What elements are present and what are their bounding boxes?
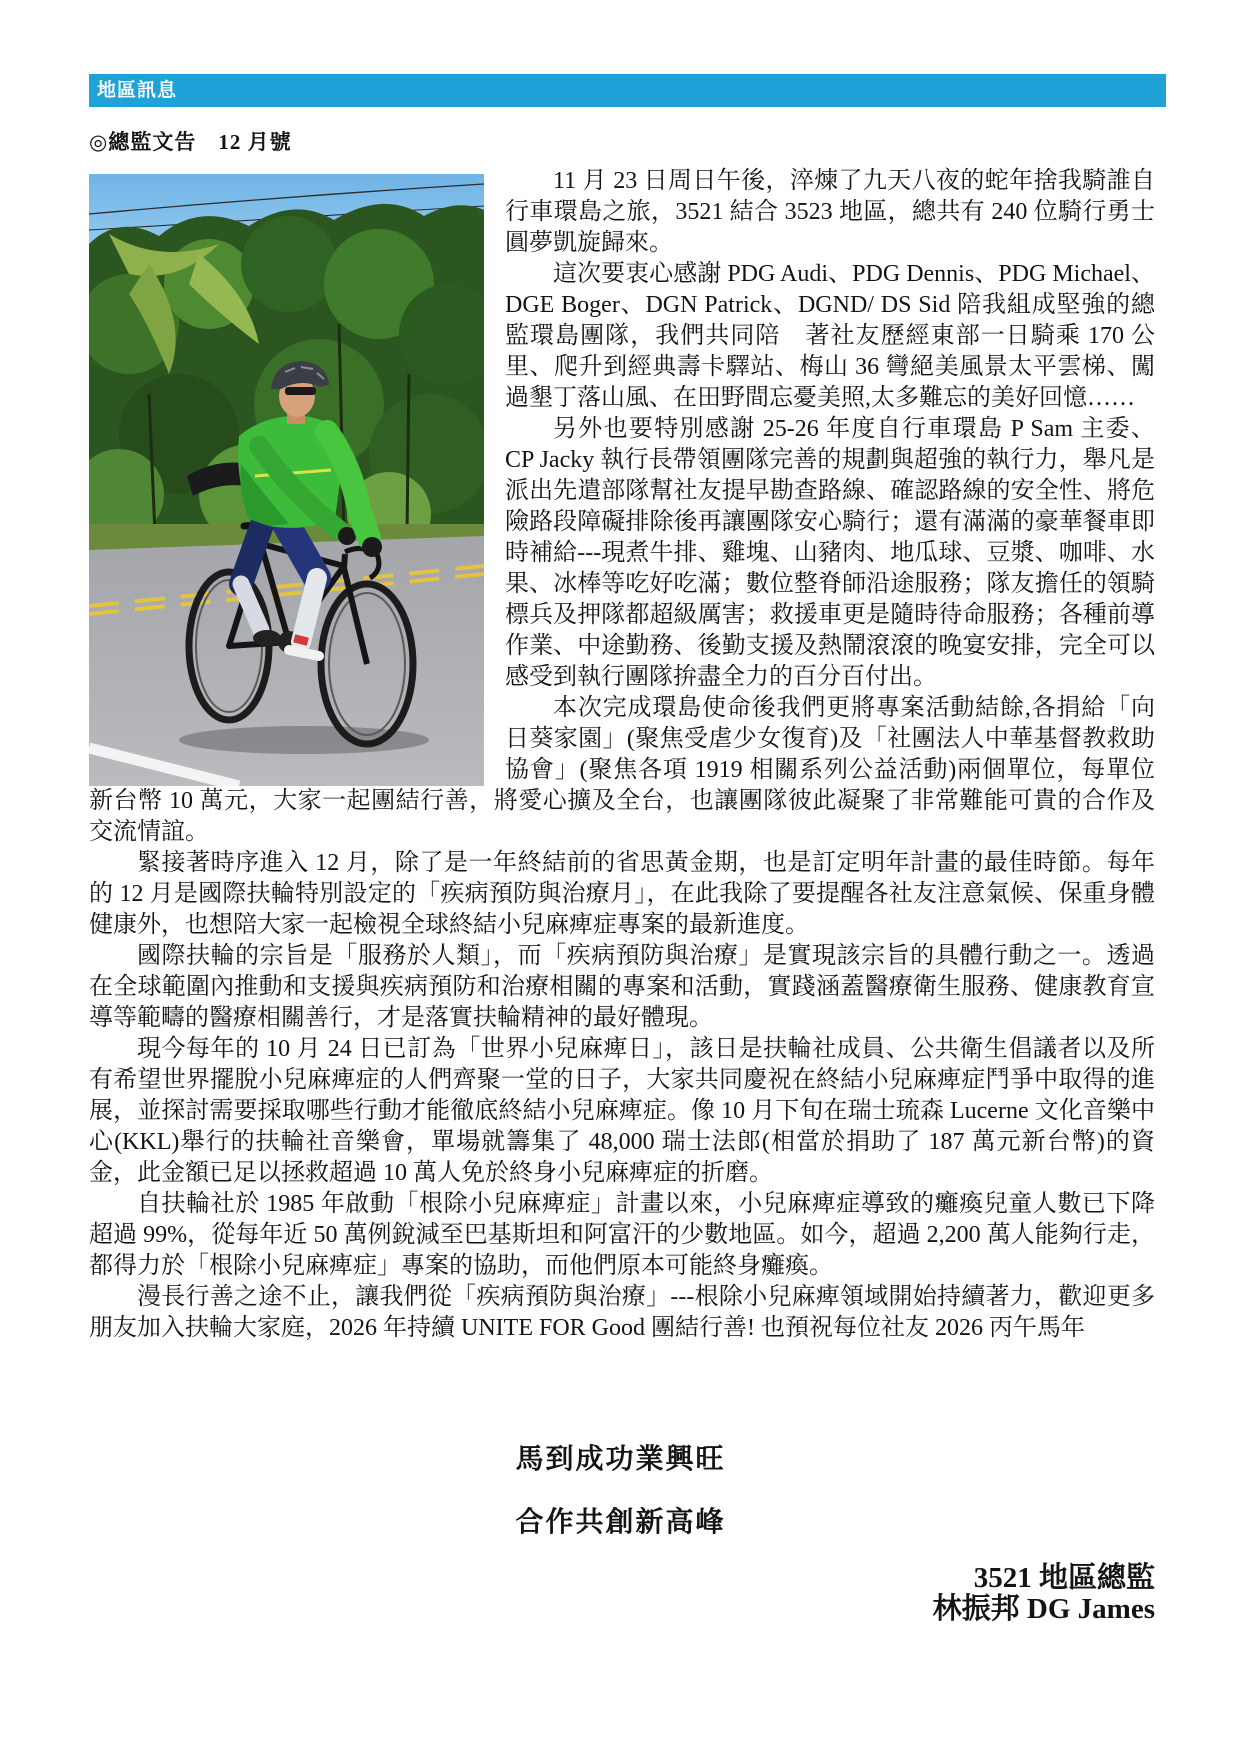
sock xyxy=(300,636,302,644)
article-body xyxy=(89,166,1155,1344)
foliage xyxy=(241,216,337,312)
signature-name: 林振邦 DG James xyxy=(932,1593,1155,1625)
article-paragraph: 這次要衷心感謝 PDG Audi、PDG Dennis、PDG Michael、DGE Boger、DGN Patrick、DGND/ DS Sid 陪我組成堅強的總監環島團隊，我們共同陪 著社友歷經東部一日騎乘 170 公里、爬升到經典壽卡驛站、梅山 36 彎絕美風景太平雲梯、闖過墾丁落山風、在田野間忘憂美照,太多難忘的美好回憶…… xyxy=(505,261,1155,411)
signature-title: 3521 地區總監 xyxy=(973,1562,1155,1594)
section-header-bar xyxy=(89,74,1166,107)
article-paragraph: 11 月 23 日周日午後，淬煉了九天八夜的蛇年捨我騎誰自行車環島之旅，3521 結合 3523 地區，總共有 240 位騎行勇士圓夢凱旋歸來。 xyxy=(505,168,1155,256)
signature-block xyxy=(933,1563,1155,1625)
cyclist-photo-image xyxy=(89,174,484,786)
closing-motto-line-2: 合作共創新高峰 xyxy=(515,1507,726,1538)
far-shoe xyxy=(253,630,281,646)
article-paragraph: 漫長行善之途不止，讓我們從「疾病預防與治療」---根除小兒麻痺領域開始持續著力，歡迎更多朋友加入扶輪大家庭，2026 年持續 UNITE FOR Good 團結行善! 也預祝每位社友 2026 丙午馬年 xyxy=(89,1284,1155,1341)
cyclist-photo xyxy=(89,174,484,786)
article-paragraph: 現今每年的 10 月 24 日已訂為「世界小兒麻痺日」，該日是扶輪社成員、公共衛生倡議者以及所有希望世界擺脫小兒麻痺症的人們齊聚一堂的日子，大家共同慶祝在終結小兒麻痺症鬥爭中取得的進展，並探討需要採取哪些行動才能徹底終結小兒麻痺症。像 10 月下旬在瑞士琉森 Lucerne 文化音樂中心(KKL)舉行的扶輪社音樂會，單場就籌集了 48,000 瑞士法郎(相當於捐助了 187 萬元新台幣)的資金，此金額已足以拯救超過 10 萬人免於終身小兒麻痺症的折磨。 xyxy=(89,1036,1155,1186)
article-paragraph: 自扶輪社於 1985 年啟動「根除小兒麻痺症」計畫以來，小兒麻痺症導致的癱瘓兒童人數已下降超過 99%，從每年近 50 萬例銳減至巴基斯坦和阿富汗的少數地區。如今，超過 2,200 萬人能夠行走，都得力於「根除小兒麻痺症」專案的協助，而他們原本可能終身癱瘓。 xyxy=(89,1191,1155,1279)
sunglasses xyxy=(285,387,316,395)
article-paragraph: 緊接著時序進入 12 月，除了是一年終結前的省思黃金期，也是訂定明年計畫的最佳時節。每年的 12 月是國際扶輪特別設定的「疾病預防與治療月」，在此我除了要提醒各社友注意氣候、保重身體健康外，也想陪大家一起檢視全球終結小兒麻痺症專案的最新進度。 xyxy=(89,850,1155,938)
closing-motto-line-1: 馬到成功業興旺 xyxy=(515,1444,726,1475)
article-paragraph: 本次完成環島使命後我們更將專案活動結餘,各捐給「向日葵家園」(聚焦受虐少女復育)及「社團法人中華基督教救助協會」(聚焦各項 1919 相關系列公益活動)兩個單位，每單位新台幣 10 萬元，大家一起團結行善，將愛心擴及全台，也讓團隊彼此凝聚了非常難能可貴的合作及交流情誼。 xyxy=(89,695,1155,845)
article-paragraph: 另外也要特別感謝 25-26 年度自行車環島 P Sam 主委、CP Jacky 執行長帶領團隊完善的規劃與超強的執行力，舉凡是派出先遣部隊幫社友提早勘查路線、確認路線的安全性、將危險路段障礙排除後再讓團隊安心騎行；還有滿滿的豪華餐車即時補給---現煮牛排、雞塊、山豬肉、地瓜球、豆漿、咖啡、水果、冰棒等吃好吃滿；數位整脊師沿途服務；隊友擔任的領騎標兵及押隊都超級厲害；救援車更是隨時待命服務；各種前導作業、中途勤務、後勤支援及熱鬧滾滾的晚宴安排，完全可以感受到執行團隊拚盡全力的百分百付出。 xyxy=(505,416,1155,690)
article-title: ◎總監文告 12 月號 xyxy=(89,130,292,154)
near-glove xyxy=(362,537,382,557)
near-shoe xyxy=(289,650,319,656)
article-paragraph: 國際扶輪的宗旨是「服務於人類」，而「疾病預防與治療」是實現該宗旨的具體行動之一。透過在全球範圍內推動和支援與疾病預防和治療相關的專案和活動，實踐涵蓋醫療衛生服務、健康教育宣導等範疇的醫療相關善行，才是落實扶輪精神的最好體現。 xyxy=(89,943,1155,1031)
section-header-label: 地區訊息 xyxy=(97,80,178,101)
